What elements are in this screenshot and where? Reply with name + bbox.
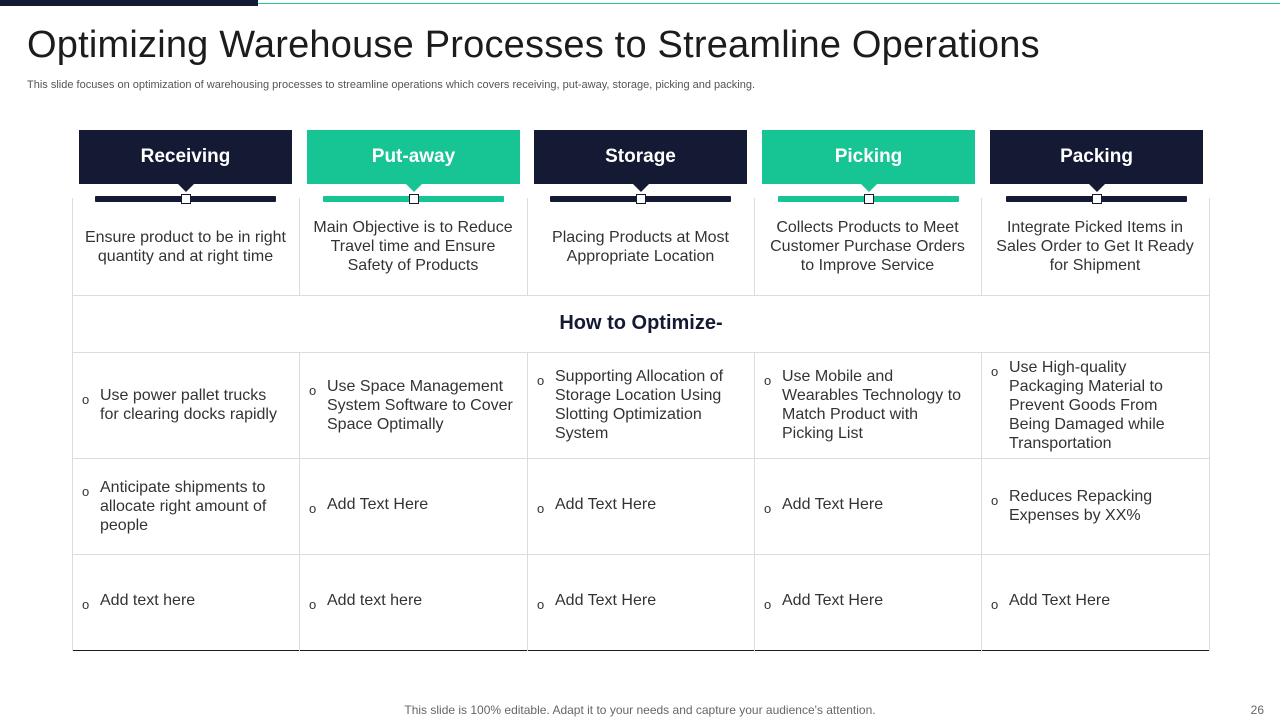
table-cell: [299, 352, 527, 458]
table-cell: [299, 458, 527, 554]
bullet-text: Add Text Here: [327, 495, 429, 513]
bullet-text: Add text here: [100, 592, 196, 609]
bullet-text: Add text here: [327, 592, 423, 609]
bullet-item: [309, 377, 515, 434]
stage-description-packing: Integrate Picked Items in Sales Order to Get It Ready for Shipment: [996, 219, 1194, 274]
bullet-marker: o: [537, 597, 545, 612]
connector-dot: [864, 194, 874, 204]
bullet-item: [991, 358, 1197, 453]
bullet-item: [764, 495, 883, 518]
process-table: [72, 198, 1210, 651]
header-notch: [633, 184, 649, 192]
bullet-item: [764, 367, 969, 443]
connector-dot: [1092, 194, 1102, 204]
table-cell: [527, 352, 754, 458]
stage-header-label: Receiving: [140, 146, 231, 167]
how-to-optimize-heading: How to Optimize-: [559, 312, 723, 334]
table-cell: [981, 554, 1209, 651]
bullet-marker: o: [82, 597, 90, 612]
connector-dot: [636, 194, 646, 204]
bullet-item: [82, 386, 287, 424]
bullet-marker: o: [991, 597, 999, 612]
top-accent-line: [258, 3, 1280, 4]
table-cell: [981, 458, 1209, 554]
bullet-text: Add Text Here: [555, 592, 657, 609]
stage-description-put-away: Main Objective is to Reduce Travel time and Ensure Safety of Products: [313, 219, 513, 274]
header-notch: [406, 184, 422, 192]
bullet-marker: o: [309, 382, 317, 398]
bullet-item: [537, 495, 656, 518]
bullet-marker: o: [537, 373, 545, 388]
stage-header-label: Picking: [834, 146, 903, 167]
bullet-item: [991, 591, 1110, 614]
stage-header-packing: [990, 130, 1203, 184]
stage-header-label: Packing: [1060, 146, 1133, 167]
bullet-marker: o: [764, 373, 772, 388]
table-cell: [299, 554, 527, 651]
bullet-item: [764, 591, 883, 614]
page-subtitle: This slide focuses on optimization of warehousing processes to streamline operations which covers receiving, put-away, storage, picking and packing.: [27, 79, 756, 91]
stage-header-put-away: [307, 130, 520, 184]
header-notch: [1089, 184, 1105, 192]
header-notch: [861, 184, 877, 192]
bullet-marker: o: [764, 500, 772, 516]
table-cell: [754, 554, 981, 651]
bullet-text: Use High-quality Packaging Material to Prevent Goods From Being Damaged while Transportation: [1009, 358, 1165, 452]
stage-description-storage: Placing Products at Most Appropriate Location: [552, 228, 729, 265]
stage-header-label: Storage: [605, 146, 676, 167]
bullet-text: Add Text Here: [555, 495, 657, 513]
bullet-item: [309, 591, 422, 614]
table-cell: [527, 458, 754, 554]
bullet-item: [537, 591, 656, 614]
bullet-item: [82, 478, 287, 535]
stage-header-label: Put-away: [371, 146, 456, 167]
table-cell: [72, 458, 299, 554]
slide-footer: This slide is 100% editable. Adapt it to your needs and capture your audience's attention.: [404, 703, 876, 717]
bullet-item: [991, 487, 1197, 525]
table-cell: [981, 352, 1209, 458]
header-notch: [178, 184, 194, 192]
bullet-text: Use power pallet trucks for clearing docks rapidly: [100, 387, 277, 423]
table-cell: [527, 554, 754, 651]
bullet-marker: o: [991, 493, 999, 508]
table-border-right: [1209, 198, 1210, 651]
bullet-marker: o: [309, 500, 317, 516]
bullet-item: [537, 367, 742, 443]
bullet-marker: o: [309, 597, 317, 612]
bullet-text: Add Text Here: [1009, 592, 1111, 609]
table-cell: [754, 352, 981, 458]
bullet-marker: o: [82, 392, 90, 407]
bullet-text: Anticipate shipments to allocate right amount of people: [100, 478, 267, 534]
page-title: Optimizing Warehouse Processes to Streamline Operations: [27, 24, 1040, 66]
top-accent-bar: [0, 0, 258, 6]
bullet-text: Reduces Repacking Expenses by XX%: [1009, 488, 1153, 524]
bullet-item: [82, 591, 195, 614]
connector-dot: [181, 194, 191, 204]
bullet-text: Add Text Here: [782, 495, 884, 513]
bullet-marker: o: [991, 363, 999, 379]
stage-header-picking: [762, 130, 975, 184]
table-cell: [754, 458, 981, 554]
bullet-marker: o: [764, 597, 772, 612]
bullet-text: Add Text Here: [782, 592, 884, 609]
table-cell: [72, 554, 299, 651]
bullet-item: [309, 495, 428, 518]
bullet-text: Use Mobile and Wearables Technology to Match Product with Picking List: [782, 368, 962, 442]
bullet-text: Use Space Management System Software to Cover Space Optimally: [327, 377, 513, 433]
bullet-marker: o: [537, 500, 545, 516]
stage-header-receiving: [79, 130, 292, 184]
stage-description-picking: Collects Products to Meet Customer Purchase Orders to Improve Service: [770, 219, 965, 274]
table-cell: [72, 352, 299, 458]
page-number: 26: [1250, 703, 1264, 717]
bullet-marker: o: [82, 483, 90, 499]
stage-header-storage: [534, 130, 747, 184]
connector-dot: [409, 194, 419, 204]
stage-description-receiving: Ensure product to be in right quantity and at right time: [84, 228, 286, 265]
bullet-text: Supporting Allocation of Storage Location Using Slotting Optimization System: [555, 368, 724, 442]
